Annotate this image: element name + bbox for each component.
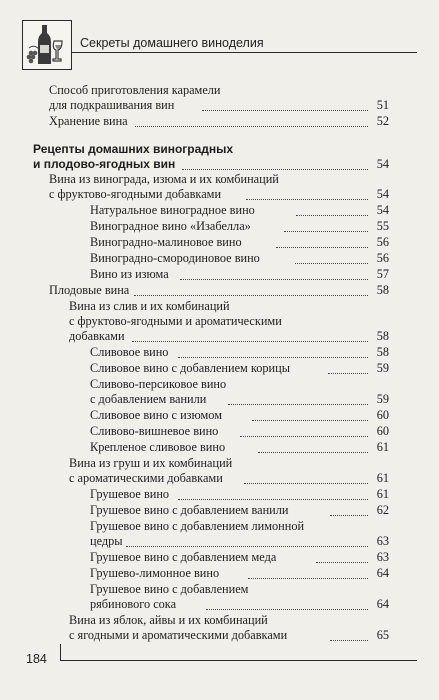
toc-entry-text: Вина из яблок, айвы и их комбинаций — [69, 613, 268, 627]
toc-entry-text: Грушевое вино с добавлением лимонной — [90, 519, 305, 533]
toc-entry-text: с фруктово-ягодными и ароматическими — [69, 314, 282, 328]
toc-page-number: 61 — [376, 487, 389, 501]
toc-page-number: 58 — [376, 345, 389, 359]
footer-rule — [60, 660, 417, 661]
toc-page-number: 54 — [376, 203, 389, 217]
dot-leader — [246, 199, 368, 200]
toc-page-number: 63 — [376, 534, 389, 548]
page-footer — [22, 648, 417, 678]
toc-entry-text: Грушево-лимонное вино — [90, 566, 220, 580]
toc-page-number: 58 — [376, 329, 389, 343]
running-title: Секреты домашнего виноделия — [80, 36, 264, 50]
dot-leader — [178, 499, 368, 500]
toc-page-number: 58 — [376, 283, 389, 297]
toc-entry-text: Способ приготовления карамели — [49, 83, 221, 97]
toc-entry-text: Виноградно-смородиновое вино — [90, 251, 260, 265]
dot-leader — [248, 578, 368, 579]
dot-leader — [126, 546, 368, 547]
toc-page-number: 52 — [376, 114, 389, 128]
dot-leader — [134, 295, 368, 296]
toc-entry-text: Крепленое сливовое вино — [90, 440, 226, 454]
toc-page-number: 54 — [376, 187, 389, 201]
footer-rule-vertical — [60, 644, 61, 660]
dot-leader — [228, 404, 368, 405]
toc-entry-text: Грушевое вино с добавлением меда — [90, 550, 277, 564]
toc-page-number: 54 — [376, 157, 389, 171]
dot-leader — [180, 279, 368, 280]
toc-entry-text: с ягодными и ароматическими добавками — [69, 628, 288, 642]
toc-entry-text: с добавлением ванили — [90, 392, 207, 406]
toc-page-number: 55 — [376, 219, 389, 233]
toc-page-number: 60 — [376, 408, 389, 422]
toc-entry-text: Хранение вина — [49, 114, 128, 128]
dot-leader — [258, 452, 368, 453]
dot-leader — [284, 231, 368, 232]
toc-page-number: 61 — [376, 471, 389, 485]
toc-page-number: 64 — [376, 597, 389, 611]
toc-section-heading: Рецепты домашних виноградных — [33, 142, 234, 156]
toc-entry-text: Вино из изюма — [90, 267, 169, 281]
toc-page-number: 57 — [376, 267, 389, 281]
toc-entry-text: Вина из винограда, изюма и их комбинаций — [49, 172, 279, 186]
toc-entry-text: Сливово-персиковое вино — [90, 377, 227, 391]
page-number: 184 — [26, 652, 47, 666]
toc-page-number: 59 — [376, 361, 389, 375]
dot-leader — [296, 215, 368, 216]
dot-leader — [202, 110, 368, 111]
toc-entry-text: Сливовое вино с изюмом — [90, 408, 223, 422]
toc-page-number: 56 — [376, 235, 389, 249]
dot-leader — [206, 609, 368, 610]
dot-leader — [330, 640, 368, 641]
toc-entry-text: Плодовые вина — [49, 283, 130, 297]
toc-entry-text: Сливовое вино — [90, 345, 169, 359]
toc-entry-text: Натуральное виноградное вино — [90, 203, 255, 217]
dot-leader — [182, 169, 368, 170]
toc-entry-text: Сливово-вишневое вино — [90, 424, 219, 438]
toc-page-number: 56 — [376, 251, 389, 265]
toc-entry-text: Вина из груш и их комбинаций — [69, 456, 233, 470]
dot-leader — [132, 341, 368, 342]
toc-page-number: 64 — [376, 566, 389, 580]
dot-leader — [316, 562, 368, 563]
toc-entry-text: Вина из слив и их комбинаций — [69, 299, 230, 313]
toc-entry-text: Грушевое вино с добавлением — [90, 582, 249, 596]
toc-page-number: 63 — [376, 550, 389, 564]
dot-leader — [135, 126, 368, 127]
dot-leader — [328, 373, 368, 374]
toc-entry-text: с фруктово-ягодными добавками — [49, 187, 222, 201]
dot-leader — [295, 263, 368, 264]
dot-leader — [178, 357, 368, 358]
dot-leader — [240, 436, 368, 437]
toc-entry-text: для подкрашивания вин — [49, 98, 175, 112]
toc-section-heading: и плодово-ягодных вин — [33, 157, 176, 171]
toc-page-number: 60 — [376, 424, 389, 438]
toc-page-number: 65 — [376, 628, 389, 642]
toc-entry-text: Грушевое вино — [90, 487, 170, 501]
toc-entry-text: Сливовое вино с добавлением корицы — [90, 361, 290, 375]
toc-entry-text: Виноградное вино «Изабелла» — [90, 219, 251, 233]
toc-page-number: 51 — [376, 98, 389, 112]
toc-entry-text: цедры — [90, 534, 123, 548]
dot-leader — [276, 247, 368, 248]
toc-page-number: 59 — [376, 392, 389, 406]
toc-entry-text: Грушевое вино с добавлением ванили — [90, 503, 289, 517]
dot-leader — [244, 483, 368, 484]
dot-leader — [252, 420, 368, 421]
toc-page-number: 62 — [376, 503, 389, 517]
dot-leader — [330, 515, 368, 516]
toc-entry-text: с ароматическими добавками — [69, 471, 223, 485]
toc-entry-text: добавками — [69, 329, 125, 343]
toc-entry-text: Виноградно-малиновое вино — [90, 235, 242, 249]
toc-page-number: 61 — [376, 440, 389, 454]
toc-entry-text: рябинового сока — [90, 597, 177, 611]
